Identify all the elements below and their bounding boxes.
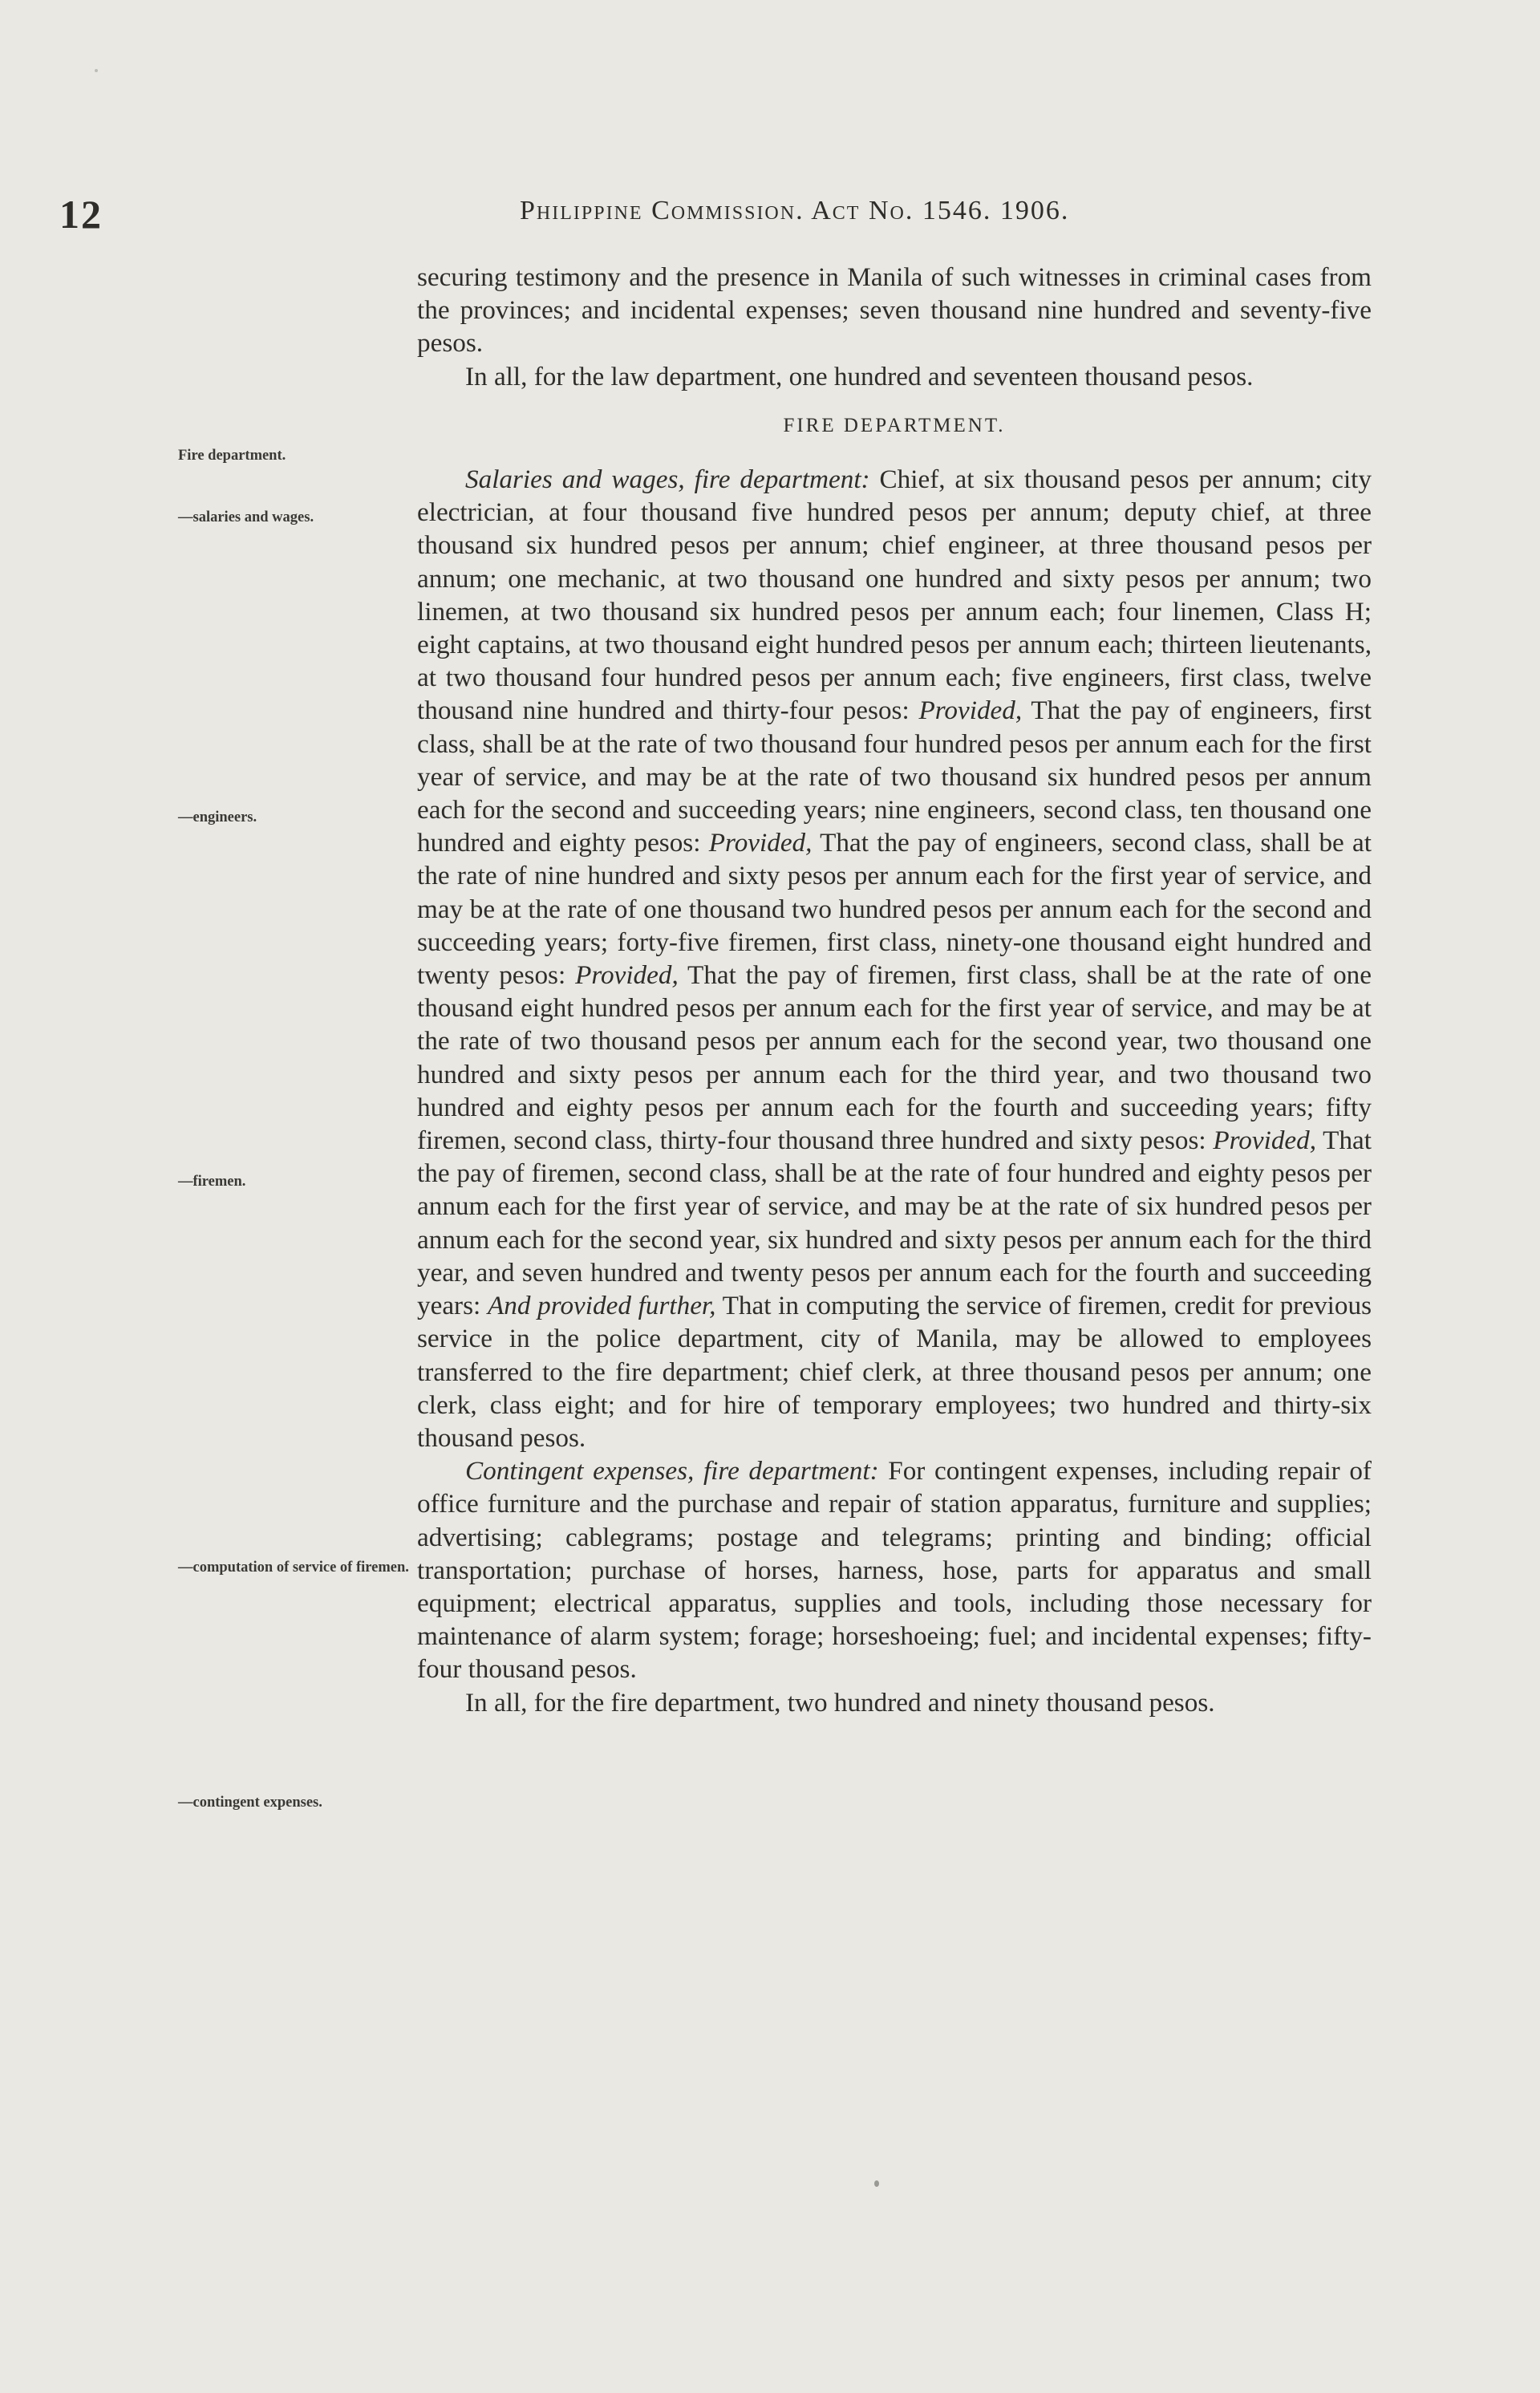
salaries-text-c: That the pay of engineers, second class, shall be at the rate of nine hundred and sixty pesos per annum each for the first year of service, and may be at the rate of one thousand two hundred pesos per annum each for the second and succeeding years; forty-five firemen, first class, ninety-one thousand eight hundred and twenty pesos: (417, 828, 1372, 991)
paragraph-salaries-and-wages (417, 463, 1372, 1454)
running-head: Philippine Commission. Act No. 1546. 1906. (520, 196, 1070, 225)
contingent-heading: Contingent expenses, fire department: (465, 1456, 879, 1486)
margin-note-computation-of-service: —computation of service of firemen. (178, 1560, 409, 1576)
salaries-text-e: That the pay of firemen, second class, shall be at the rate of four hundred and eighty pesos per annum each for the first year of service, and may be at the rate of six hundred pesos per annum each for the second year, six hundred and sixty pesos per annum each for the third year, and seven hundred and twenty pesos per annum each for the fourth and succeeding years: (417, 1126, 1372, 1321)
margin-note-fire-department: Fire department. (178, 448, 286, 464)
paragraph-law-witnesses: securing testimony and the presence in Manila of such witnesses in criminal cases from the provinces; and incidental expenses; seven thousand nine hundred and seventy-five pesos. (417, 262, 1372, 359)
proviso-5: And provided further, (487, 1291, 716, 1321)
proviso-1: Provided, (918, 696, 1023, 726)
body-text (417, 261, 1372, 1719)
salaries-text-b: That the pay of engineers, first class, shall be at the rate of two thousand four hundred pesos per annum each for the first year of service, and may be at the rate of two thousand six hundred pesos per annum each for the second and succeeding years; nine engineers, second class, ten thousand one hundred and eighty pesos: (417, 696, 1372, 858)
contingent-text: For contingent expenses, including repair of office furniture and the purchase and repair of station apparatus, furniture and supplies; advertising; cablegrams; postage and telegrams; printing and binding; official transportation; purchase of horses, harness, hose, parts for apparatus and small equipment; electrical apparatus, supplies and tools, including those necessary for maintenance of alarm system; forage; horseshoeing; fuel; and incidental expenses; fifty-four thousand pesos. (417, 1456, 1372, 1685)
margin-note-salaries-and-wages: —salaries and wages. (178, 509, 314, 525)
proviso-2: Provided, (708, 828, 813, 858)
paragraph-law-total: In all, for the law department, one hundred and seventeen thousand pesos. (465, 361, 1254, 391)
salaries-text-d: That the pay of firemen, first class, shall be at the rate of one thousand eight hundred pesos per annum each for the first year of service, and may be at the rate of two thousand pesos per annum each for the second year, two thousand one hundred and sixty pesos per annum each for the third year, and two thousand two hundred and eighty pesos per annum each for the fourth and succeeding years; fifty firemen, second class, thirty-four thousand three hundred and sixty pesos: (417, 960, 1372, 1156)
proviso-4: Provided, (1213, 1126, 1317, 1156)
salaries-text-a: Chief, at six thousand pesos per annum; city electrician, at four thousand five hundred pesos per annum; deputy chief, at three thousand six hundred pesos per annum; chief engineer, at three thousand pesos per annum; one mechanic, at two thousand one hundred and sixty pesos per annum; two linemen, at two thousand six hundred pesos per annum each; four linemen, Class H; eight captains, at two thousand eight hundred pesos per annum each; thirteen lieutenants, at two thousand four hundred pesos per annum each; five engineers, first class, twelve thousand nine hundred and thirty-four pesos: (417, 464, 1372, 726)
margin-note-engineers: —engineers. (178, 809, 257, 825)
section-heading: FIRE DEPARTMENT. (783, 414, 1006, 436)
margin-note-firemen: —firemen. (178, 1174, 246, 1190)
paragraph-fire-total: In all, for the fire department, two hundred and ninety thousand pesos. (465, 1687, 1215, 1718)
ink-blot (874, 2180, 879, 2187)
salaries-text-f: That in computing the service of firemen, credit for previous service in the police department, city of Manila, may be allowed to employees transferred to the fire department; chief clerk, at three thousand pesos per annum; one clerk, class eight; and for hire of temporary employees; two hundred and thirty-six thousand pesos. (417, 1291, 1372, 1453)
ink-blot (95, 69, 98, 72)
page-number: 12 (59, 192, 103, 237)
paragraph-contingent-expenses (417, 1454, 1372, 1685)
margin-note-contingent-expenses: —contingent expenses. (178, 1795, 322, 1811)
salaries-heading: Salaries and wages, fire department: (465, 464, 870, 495)
proviso-3: Provided, (575, 960, 679, 991)
